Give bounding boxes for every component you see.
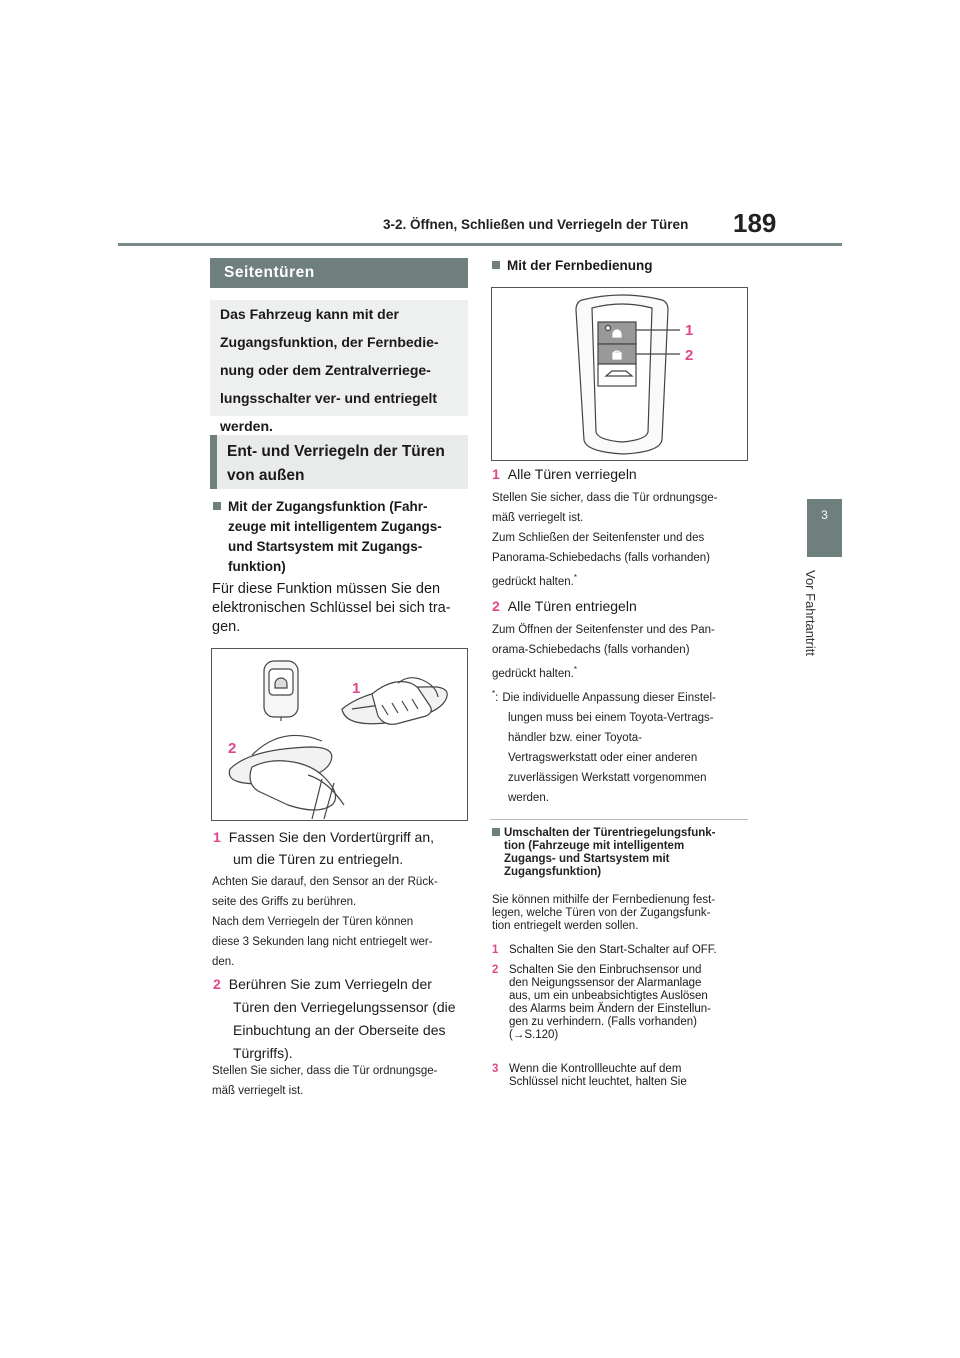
door-handle-illustration xyxy=(212,649,467,820)
remote-key-figure xyxy=(491,287,748,461)
step-line: Schalten Sie den Einbruchsensor und xyxy=(509,964,702,976)
step-2-note xyxy=(212,1061,474,1101)
heading-line: zeuge mit intelligentem Zugangs- xyxy=(228,519,442,534)
heading-text: Mit der Fernbedienung xyxy=(507,258,653,273)
note-line: orama-Schiebedachs (falls vorhanden) xyxy=(492,644,690,656)
step-text: um die Türen zu entriegeln. xyxy=(233,851,404,867)
heading-square-icon xyxy=(492,828,500,836)
note-line: den. xyxy=(212,956,235,968)
chapter-side-label xyxy=(786,570,866,690)
chapter-tab xyxy=(807,499,842,557)
step-number: 1 xyxy=(213,829,221,845)
step-line: Wenn die Kontrollleuchte auf dem xyxy=(509,1063,682,1075)
note-line: Stellen Sie sicher, dass die Tür ordnungsge- xyxy=(492,492,718,504)
step-number: 2 xyxy=(492,964,499,976)
subsection-title-line: von außen xyxy=(227,467,305,484)
section-divider xyxy=(490,819,748,820)
text-line: Sie können mithilfe der Fernbedienung fest- xyxy=(492,894,716,906)
chapter-title: 3-2. Öffnen, Schließen und Verriegeln der Türen xyxy=(383,217,689,232)
intro-line: nung oder dem Zentralverriege- xyxy=(220,362,431,378)
note-line: diese 3 Sekunden lang nicht entriegelt wer- xyxy=(212,936,433,948)
text-line: Für diese Funktion müssen Sie den xyxy=(212,581,441,597)
footnote-line: händler bzw. einer Toyota- xyxy=(508,731,643,744)
remote-step-2-note xyxy=(492,620,754,684)
chapter-side-label-text: Vor Fahrtantritt xyxy=(803,570,818,656)
remote-step-1-note xyxy=(492,488,754,592)
note-line: Nach dem Verriegeln der Türen können xyxy=(212,916,414,928)
heading-square-icon xyxy=(492,261,500,269)
header-rule xyxy=(118,243,842,246)
footnote-line: werden. xyxy=(508,791,549,804)
figure-label-2: 2 xyxy=(228,740,237,757)
heading-square-icon xyxy=(213,502,221,510)
note-line: Zum Schließen der Seitenfenster und des xyxy=(492,532,705,544)
note-line: Panorama-Schiebedachs (falls vorhanden) xyxy=(492,552,710,564)
heading-line: Zugangsfunktion) xyxy=(504,866,602,878)
step-text: Einbuchtung an der Oberseite des xyxy=(233,1022,446,1038)
step-text: Alle Türen entriegeln xyxy=(507,598,637,614)
switch-heading xyxy=(492,827,754,879)
access-function-text xyxy=(212,580,474,637)
step-text: Berühren Sie zum Verriegeln der xyxy=(228,976,432,992)
heading-line: Zugangs- und Startsystem mit xyxy=(504,853,670,865)
heading-line: funktion) xyxy=(228,559,286,574)
step-2 xyxy=(213,973,475,1065)
intro-line: Das Fahrzeug kann mit der xyxy=(220,306,399,322)
figure-label-2: 2 xyxy=(685,347,694,364)
step-text: Fassen Sie den Vordertürgriff an, xyxy=(228,829,434,845)
footnote-line: Vertragswerkstatt oder einer anderen xyxy=(508,751,698,764)
footnote-colon: : xyxy=(495,691,499,704)
step-number: 2 xyxy=(213,976,221,992)
intro-box xyxy=(210,300,468,434)
note-line: Achten Sie darauf, den Sensor an der Rück- xyxy=(212,876,438,888)
text-line: gen. xyxy=(212,619,241,635)
footnote-mark: * xyxy=(492,689,496,698)
step-number: 1 xyxy=(492,944,499,956)
step-line: Schalten Sie den Start-Schalter auf OFF. xyxy=(509,944,717,956)
note-line: gedrückt halten. xyxy=(492,575,574,588)
footnote-line: zuverlässigen Werkstatt vorgenommen xyxy=(508,771,707,784)
note-line: Stellen Sie sicher, dass die Tür ordnungsge- xyxy=(212,1065,438,1077)
step-number: 3 xyxy=(492,1063,499,1075)
access-function-heading xyxy=(213,497,471,577)
step-line: Schlüssel nicht leuchtet, halten Sie xyxy=(509,1076,687,1088)
heading-line: und Startsystem mit Zugangs- xyxy=(228,539,423,554)
text-line: legen, welche Türen von der Zugangsfunk- xyxy=(492,907,711,919)
figure-label-1: 1 xyxy=(685,322,694,339)
text-line: elektronischen Schlüssel bei sich tra- xyxy=(212,600,451,616)
note-line: gedrückt halten. xyxy=(492,667,574,680)
text-line: tion entriegelt werden sollen. xyxy=(492,920,639,932)
subsection-title xyxy=(210,435,468,489)
section-title: Seitentüren xyxy=(210,258,468,288)
intro-line: werden. xyxy=(220,418,273,434)
remote-key-illustration xyxy=(492,288,747,460)
step-line: den Neigungssensor der Alarmanlage xyxy=(509,977,702,989)
step-line: (→S.120) xyxy=(509,1029,559,1041)
footnote-line: Die individuelle Anpassung dieser Einstel- xyxy=(502,691,716,704)
step-1-note xyxy=(212,872,474,972)
step-text: Alle Türen verriegeln xyxy=(507,466,637,482)
footnote-line: lungen muss bei einem Toyota-Vertrags- xyxy=(508,711,714,724)
heading-line: tion (Fahrzeuge mit intelligentem xyxy=(504,840,685,852)
note-line: mäß verriegelt ist. xyxy=(492,512,584,524)
remote-step-2 xyxy=(492,598,637,614)
step-1 xyxy=(213,829,473,867)
step-line: des Alarms beim Ändern der Einstellun- xyxy=(509,1003,711,1015)
note-line: mäß verriegelt ist. xyxy=(212,1085,304,1097)
step-line: aus, um ein unbeabsichtigtes Auslösen xyxy=(509,990,708,1002)
chapter-tab-number: 3 xyxy=(821,508,828,522)
page-number: 189 xyxy=(733,208,777,238)
asterisk: * xyxy=(573,573,577,582)
step-number: 1 xyxy=(492,466,500,482)
note-line: Zum Öffnen der Seitenfenster und des Pan- xyxy=(492,624,715,636)
subsection-title-line: Ent- und Verriegeln der Türen xyxy=(227,443,445,460)
step-text: Türgriffs). xyxy=(233,1045,293,1061)
door-handle-figure xyxy=(211,648,468,821)
step-line: gen zu verhindern. (Falls vorhanden) xyxy=(509,1016,697,1028)
remote-step-1 xyxy=(492,466,637,482)
asterisk: * xyxy=(573,665,577,674)
footnote xyxy=(492,684,754,808)
intro-line: Zugangsfunktion, der Fernbedie- xyxy=(220,334,439,350)
intro-line: lungsschalter ver- und entriegelt xyxy=(220,390,438,406)
note-line: seite des Griffs zu berühren. xyxy=(212,896,357,908)
step-number: 2 xyxy=(492,598,500,614)
step-text: Türen den Verriegelungssensor (die xyxy=(233,999,456,1015)
switch-text xyxy=(492,894,754,933)
heading-line: Umschalten der Türentriegelungsfunk- xyxy=(504,827,716,839)
remote-heading xyxy=(492,256,750,276)
figure-label-1: 1 xyxy=(352,680,361,697)
heading-line: Mit der Zugangsfunktion (Fahr- xyxy=(228,499,428,514)
